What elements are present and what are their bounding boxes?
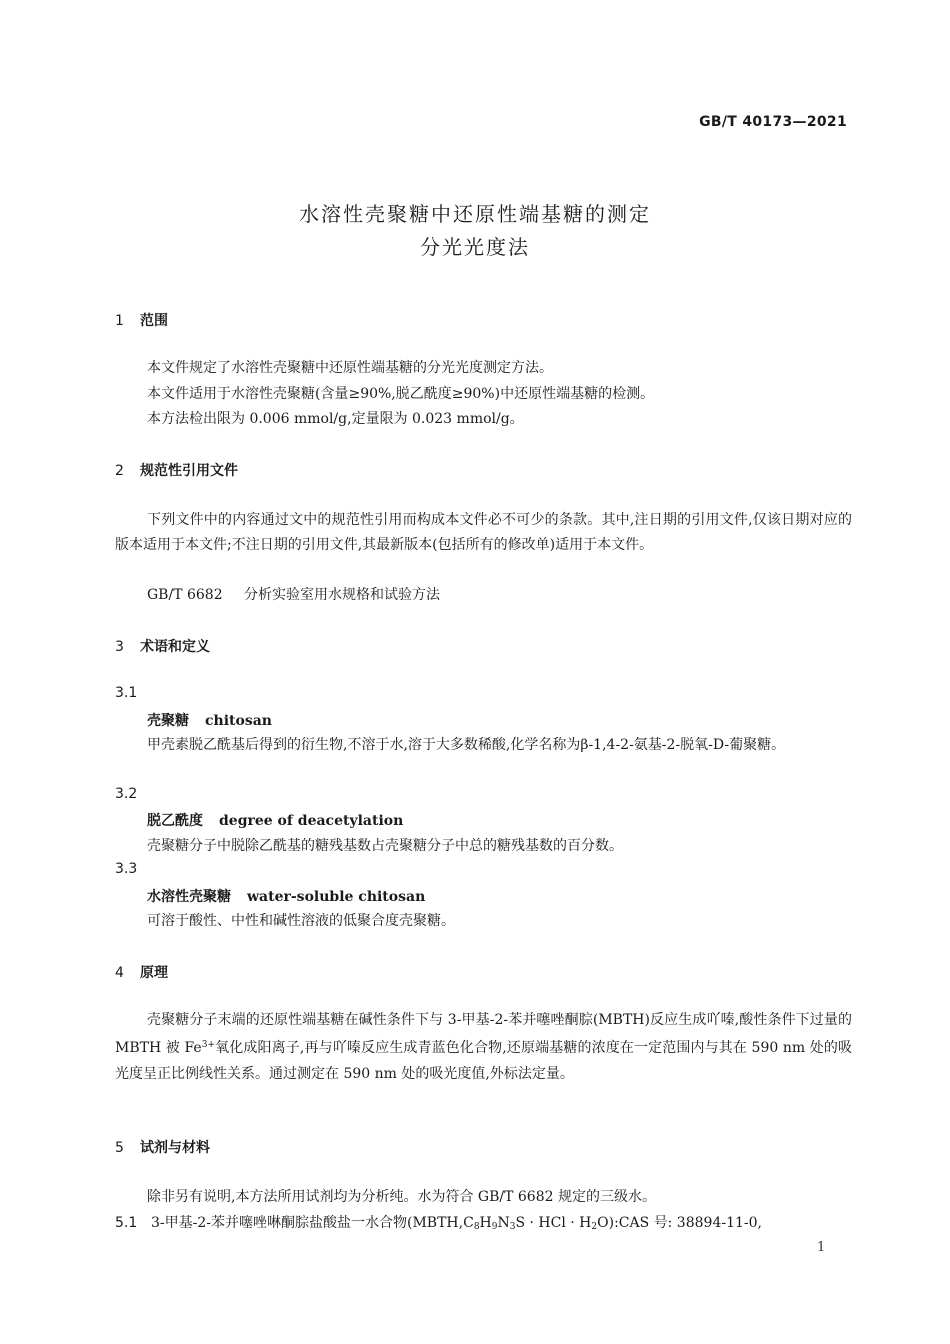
term-entry (147, 886, 425, 906)
section-heading-1 (115, 310, 168, 330)
section-number: 5 (115, 1140, 124, 1156)
principle-text-2: 氧化成阳离子,再与吖嗪反应生成青蓝色化合物,还原端基糖的浓度在一定范围内与其在 590 nm 处的吸光度呈正比例线性关系。通过测定在 590 nm 处的吸光度值,外标法定量。 (115, 1040, 852, 1082)
term-definition: 甲壳素脱乙酰基后得到的衍生物,不溶于水,溶于大多数稀酸,化学名称为β-1,4-2-氨基-2-脱氧-D-葡聚糖。 (147, 737, 786, 753)
reference-title: 分析实验室用水规格和试验方法 (244, 587, 440, 603)
scope-paragraph-1: 本文件规定了水溶性壳聚糖中还原性端基糖的分光光度测定方法。 (147, 360, 553, 376)
term-number: 3.1 (115, 685, 138, 701)
term-chinese: 水溶性壳聚糖 (147, 889, 231, 905)
term-definition: 可溶于酸性、中性和碱性溶液的低聚合度壳聚糖。 (147, 913, 455, 929)
iron-charge-superscript: 3+ (201, 1040, 215, 1051)
reagent-text: 3-甲基-2-苯并噻唑啉酮腙盐酸盐一水合物(MBTH,C (151, 1215, 474, 1231)
term-chinese: 脱乙酰度 (147, 813, 203, 829)
subscript: 2 (591, 1222, 598, 1232)
section-heading-3 (115, 636, 210, 656)
section-title: 原理 (140, 965, 168, 981)
principle-paragraph (115, 1008, 852, 1087)
reagents-paragraph: 除非另有说明,本方法所用试剂均为分析纯。水为符合 GB/T 6682 规定的三级水。 (147, 1189, 656, 1205)
item-number: 5.1 (115, 1215, 138, 1231)
reagent-item-5-1 (115, 1212, 762, 1232)
scope-paragraph-2: 本文件适用于水溶性壳聚糖(含量≥90%,脱乙酰度≥90%)中还原性端基糖的检测。 (147, 386, 655, 402)
section-heading-4 (115, 962, 168, 982)
section-heading-5 (115, 1137, 210, 1157)
normative-references-paragraph: 下列文件中的内容通过文中的规范性引用而构成本文件必不可少的条款。其中,注日期的引用文件,仅该日期对应的版本适用于本文件;不注日期的引用文件,其最新版本(包括所有的修改单)适用于本文件。 (115, 512, 852, 554)
section-number: 4 (115, 965, 124, 981)
term-english: chitosan (205, 713, 272, 729)
term-definition: 壳聚糖分子中脱除乙酰基的糖残基数占壳聚糖分子中总的糖残基数的百分数。 (147, 838, 623, 854)
scope-paragraph-3: 本方法检出限为 0.006 mmol/g,定量限为 0.023 mmol/g。 (147, 411, 524, 427)
section-number: 2 (115, 463, 124, 479)
subscript: 3 (509, 1222, 516, 1232)
term-number: 3.3 (115, 861, 138, 877)
document-subtitle: 分光光度法 (420, 235, 530, 259)
principle-text-1: 壳聚糖分子末端的还原性端基糖在碱性条件下与 3-甲基-2-苯并噻唑酮腙(MBTH)反应生成吖嗪,酸性条件下过量的 MBTH 被 Fe (115, 1012, 852, 1057)
term-english: water-soluble chitosan (247, 889, 426, 905)
section-title: 规范性引用文件 (140, 463, 238, 479)
subscript: 9 (491, 1222, 498, 1232)
section-number: 3 (115, 639, 124, 655)
reagent-text: H (479, 1215, 492, 1231)
reference-code: GB/T 6682 (147, 587, 223, 603)
document-title: 水溶性壳聚糖中还原性端基糖的测定 (299, 202, 651, 226)
section-title: 范围 (140, 313, 168, 329)
term-number: 3.2 (115, 786, 138, 802)
term-entry (147, 710, 272, 730)
term-entry (147, 810, 403, 830)
page-number: 1 (817, 1240, 826, 1255)
section-title: 试剂与材料 (140, 1140, 210, 1156)
standard-number: GB/T 40173—2021 (699, 114, 847, 130)
subscript: 8 (473, 1222, 480, 1232)
term-chinese: 壳聚糖 (147, 713, 189, 729)
reagent-text: S · HCl · H (515, 1215, 592, 1231)
reference-entry (147, 584, 440, 604)
section-heading-2 (115, 460, 238, 480)
reagent-text: O):CAS 号: 38894-11-0, (597, 1215, 762, 1231)
reagent-text: N (497, 1215, 510, 1231)
section-number: 1 (115, 313, 124, 329)
term-english: degree of deacetylation (219, 813, 404, 829)
section-title: 术语和定义 (140, 639, 210, 655)
